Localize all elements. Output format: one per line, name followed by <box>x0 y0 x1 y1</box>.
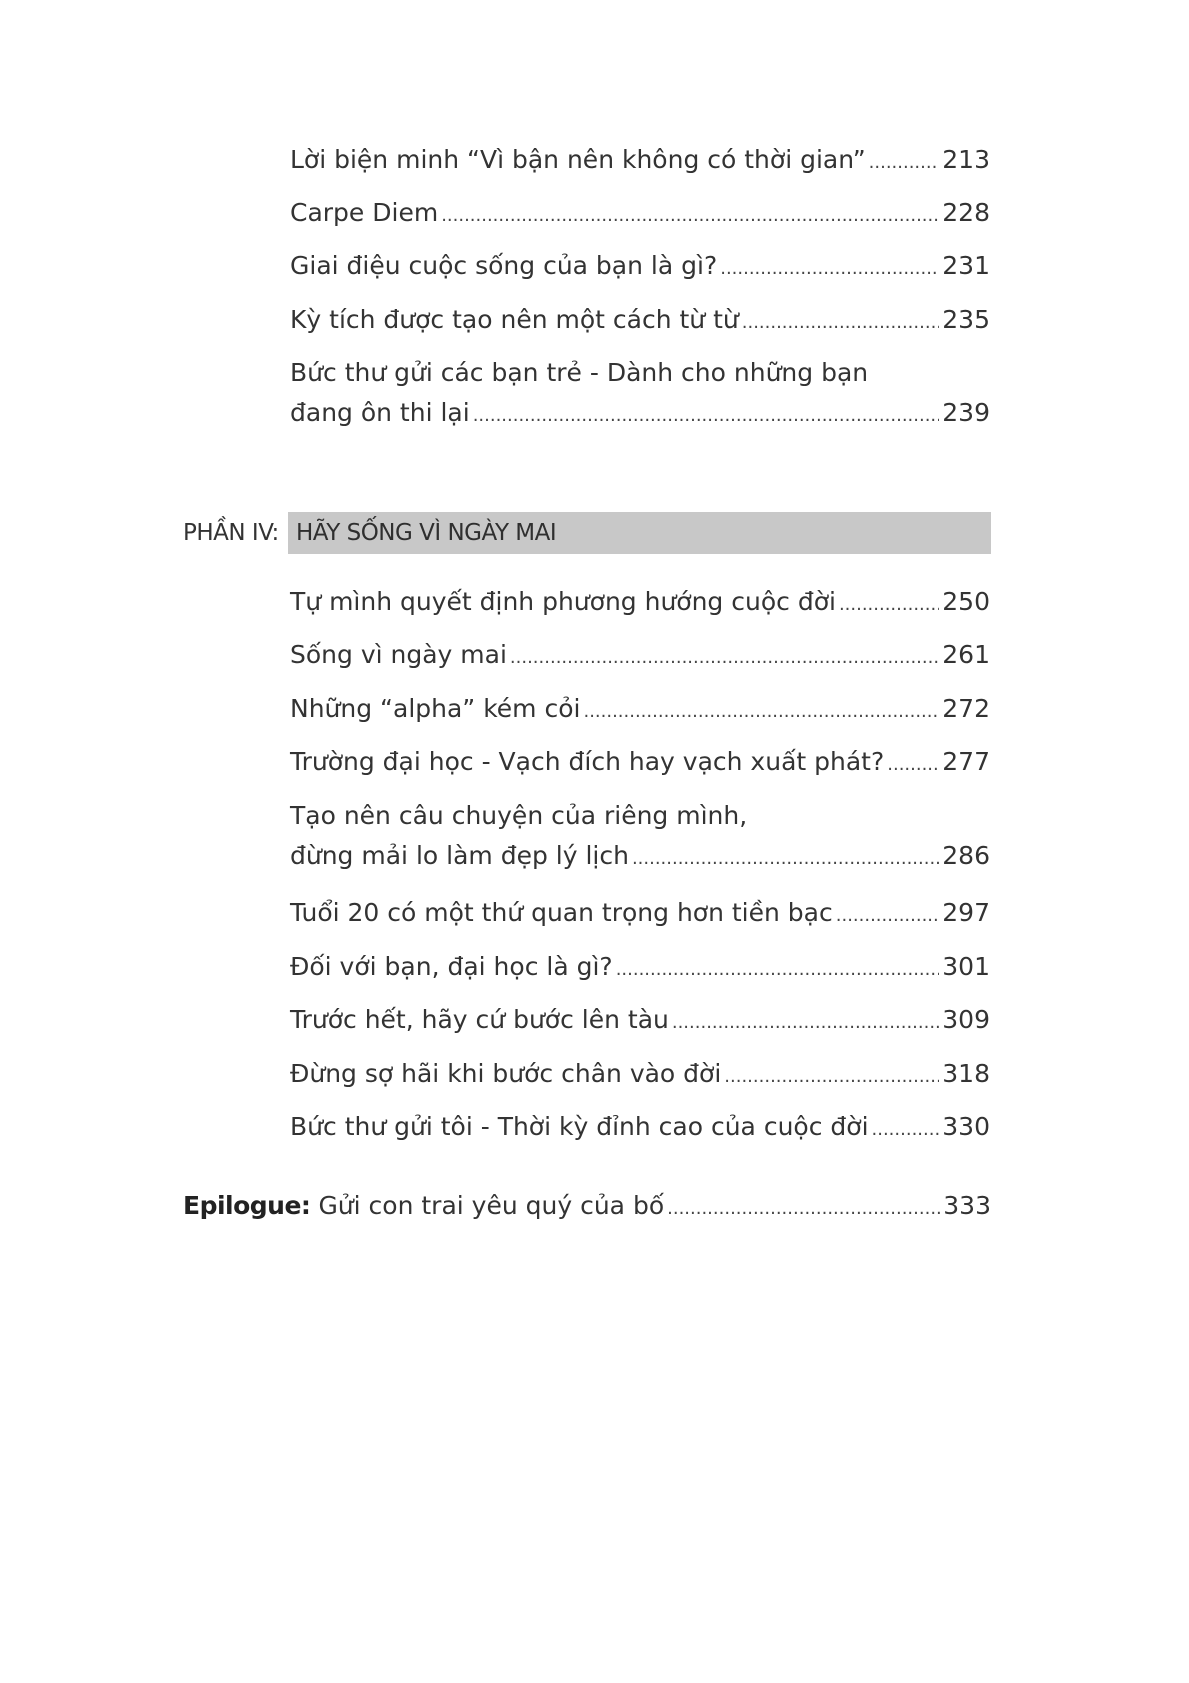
toc-entry-page: 309 <box>942 1005 990 1034</box>
dot-leader <box>872 1110 940 1150</box>
dot-leader <box>632 839 939 879</box>
toc-entry-title: Trước hết, hãy cứ bước lên tàu <box>290 1005 669 1034</box>
toc-entry[interactable] <box>290 1107 990 1147</box>
toc-entry-title: Lời biện minh “Vì bận nên không có thời gian” <box>290 145 866 174</box>
toc-entry[interactable] <box>290 140 990 180</box>
dot-leader <box>869 143 940 183</box>
toc-entry-title: Carpe Diem <box>290 198 439 227</box>
section-label: PHẦN IV: <box>183 520 279 546</box>
toc-entry[interactable] <box>290 582 990 622</box>
dot-leader <box>473 396 940 436</box>
toc-entry-page: 277 <box>942 747 990 776</box>
toc-entry-page: 228 <box>942 198 990 227</box>
dot-leader <box>742 303 940 343</box>
dot-leader <box>616 950 940 990</box>
toc-entry-page: 239 <box>942 398 990 427</box>
toc-entry-title: Giai điệu cuộc sống của bạn là gì? <box>290 251 718 280</box>
toc-entry-title: Bức thư gửi tôi - Thời kỳ đỉnh cao của cuộc đời <box>290 1112 869 1141</box>
toc-entry-page: 318 <box>942 1059 990 1088</box>
toc-entry-title-line1: Bức thư gửi các bạn trẻ - Dành cho những bạn <box>290 358 869 387</box>
toc-entry[interactable] <box>290 300 990 340</box>
dot-leader <box>720 249 939 289</box>
toc-entry-page: 213 <box>942 145 990 174</box>
toc-entry[interactable] <box>290 689 990 729</box>
toc-entry[interactable] <box>290 1054 990 1094</box>
toc-entry[interactable] <box>290 246 990 286</box>
toc-entry-title: Kỳ tích được tạo nên một cách từ từ <box>290 305 739 334</box>
dot-leader <box>510 638 939 678</box>
dot-leader <box>441 196 939 236</box>
dot-leader <box>583 692 939 732</box>
toc-entry[interactable] <box>290 947 990 987</box>
toc-entry[interactable] <box>290 796 990 876</box>
toc-entry[interactable] <box>290 893 990 933</box>
toc-entry-title: Đối với bạn, đại học là gì? <box>290 952 613 981</box>
toc-entry[interactable] <box>290 1000 990 1040</box>
dot-leader <box>839 585 939 625</box>
toc-entry-page: 250 <box>942 587 990 616</box>
dot-leader <box>887 745 939 785</box>
dot-leader <box>672 1003 939 1043</box>
toc-entry-title: Trường đại học - Vạch đích hay vạch xuất phát? <box>290 747 885 776</box>
toc-entry-title: đang ôn thi lại <box>290 398 470 427</box>
toc-entry[interactable] <box>290 193 990 233</box>
dot-leader <box>724 1057 939 1097</box>
epilogue-label: Epilogue: <box>183 1191 311 1220</box>
toc-entry-title: đừng mải lo làm đẹp lý lịch <box>290 841 629 870</box>
toc-entry-page: 272 <box>942 694 990 723</box>
toc-entry-title: Đừng sợ hãi khi bước chân vào đời <box>290 1059 722 1088</box>
section-title: HÃY SỐNG VÌ NGÀY MAI <box>288 512 991 554</box>
toc-entry-page: 286 <box>942 841 990 870</box>
epilogue-entry[interactable] <box>183 1186 991 1226</box>
toc-entry-title: Tự mình quyết định phương hướng cuộc đời <box>290 587 836 616</box>
toc-entry[interactable] <box>290 635 990 675</box>
toc-entry-page: 301 <box>942 952 990 981</box>
toc-entry[interactable] <box>290 353 990 433</box>
toc-entry[interactable] <box>290 742 990 782</box>
toc-entry-page: 297 <box>942 898 990 927</box>
section-header[interactable] <box>183 512 991 554</box>
toc-entry-page: 231 <box>942 251 990 280</box>
toc-entry-page: 330 <box>942 1112 990 1141</box>
toc-entry-title-line1: Tạo nên câu chuyện của riêng mình, <box>290 801 748 830</box>
dot-leader <box>836 896 940 936</box>
toc-entry-title: Những “alpha” kém cỏi <box>290 694 581 723</box>
toc-entry-title: Sống vì ngày mai <box>290 640 507 669</box>
toc-entry-page: 261 <box>942 640 990 669</box>
epilogue-title: Gửi con trai yêu quý của bố <box>318 1191 665 1220</box>
dot-leader <box>667 1189 940 1229</box>
epilogue-page: 333 <box>943 1191 991 1220</box>
toc-entry-title: Tuổi 20 có một thứ quan trọng hơn tiền bạc <box>290 898 833 927</box>
toc-entry-page: 235 <box>942 305 990 334</box>
